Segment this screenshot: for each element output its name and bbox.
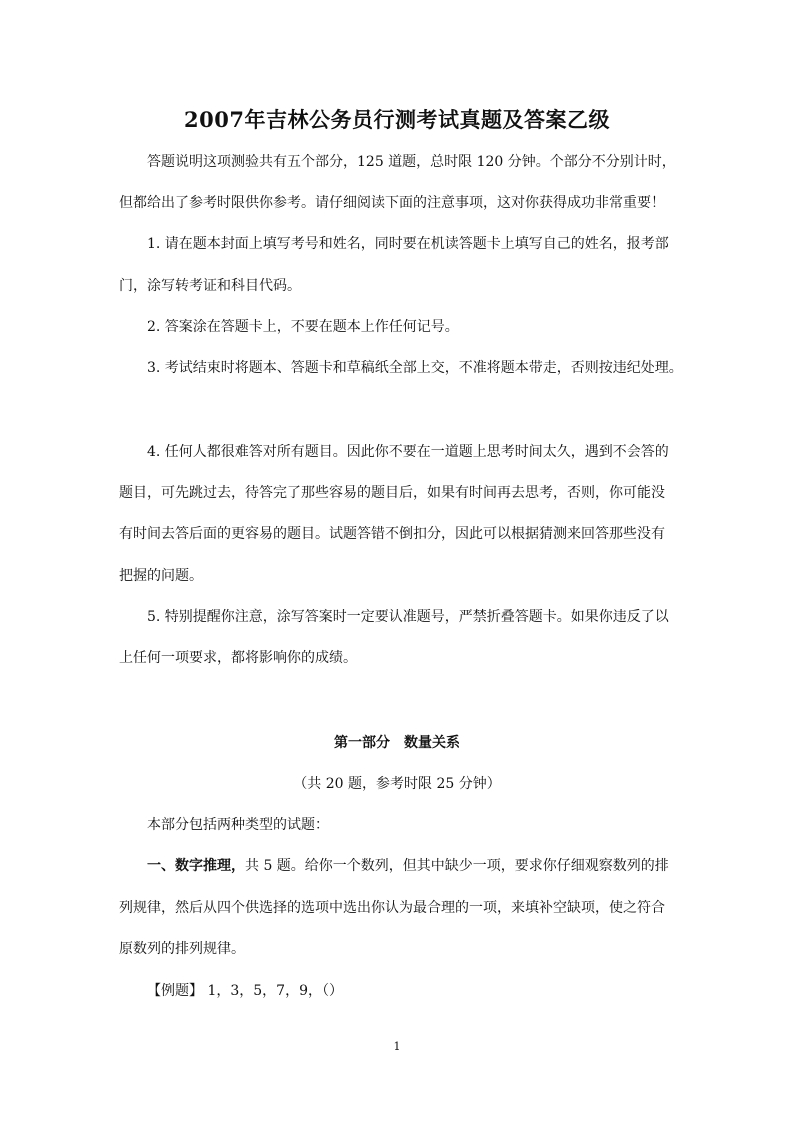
- instruction-item-2: 2. 答案涂在答题卡上，不要在题本上作任何记号。: [147, 319, 459, 335]
- example-sequence: 1，3，5，7，9，（）: [207, 983, 343, 999]
- instruction-item-4-line-2: 题目，可先跳过去，待答完了那些容易的题目后，如果有时间再去思考，否则，你可能没: [119, 485, 665, 501]
- intro-line-2: 但都给出了参考时限供你参考。请仔细阅读下面的注意事项，这对你获得成功非常重要！: [119, 195, 665, 211]
- section-part-name: 数量关系: [404, 735, 460, 751]
- question-type-1-line-1: [147, 856, 669, 876]
- section-intro: 本部分包括两种类型的试题：: [147, 817, 329, 833]
- instruction-item-5-line-1: 5. 特别提醒你注意，涂写答案时一定要认准题号，严禁折叠答题卡。如果你违反了以: [147, 609, 669, 625]
- intro-line-1: 答题说明这项测验共有五个部分，125 道题，总时限 120 分钟。个部分不分别计时，: [147, 154, 676, 170]
- example-line: [147, 981, 343, 1001]
- section-part-label: 第一部分: [334, 735, 390, 751]
- question-type-1-line-2: 列规律，然后从四个供选择的选项中选出你认为最合理的一项，来填补空缺项，使之符合: [119, 900, 665, 916]
- section-time-note: （共 20 题，参考时限 25 分钟）: [293, 776, 501, 792]
- instruction-item-1-line-1: 1. 请在题本封面上填写考号和姓名，同时要在机读答题卡上填写自己的姓名，报考部: [147, 236, 669, 252]
- section-heading: [0, 732, 794, 752]
- question-type-1-text: 共 5 题。给你一个数列，但其中缺少一项，要求你仔细观察数列的排: [245, 858, 669, 874]
- example-label: 【例题】: [147, 983, 203, 999]
- question-type-1-label: 一、数字推理，: [147, 858, 245, 874]
- instruction-item-5-line-2: 上任何一项要求，都将影响你的成绩。: [119, 650, 357, 666]
- instruction-item-4-line-3: 有时间去答后面的更容易的题目。试题答错不倒扣分，因此可以根据猜测来回答那些没有: [119, 526, 665, 542]
- question-type-1-line-3: 原数列的排列规律。: [119, 941, 245, 957]
- instruction-item-4-line-4: 把握的问题。: [119, 568, 203, 584]
- instruction-item-1-line-2: 门，涂写转考证和科目代码。: [119, 278, 301, 294]
- instruction-item-4-line-1: 4. 任何人都很难答对所有题目。因此你不要在一道题上思考时间太久，遇到不会答的: [147, 444, 669, 460]
- instruction-item-3: 3. 考试结束时将题本、答题卡和草稿纸全部上交，不准将题本带走，否则按违纪处理。: [147, 360, 683, 376]
- page-number: 1: [393, 1040, 401, 1053]
- document-title: 2007年吉林公务员行测考试真题及答案乙级: [184, 107, 610, 132]
